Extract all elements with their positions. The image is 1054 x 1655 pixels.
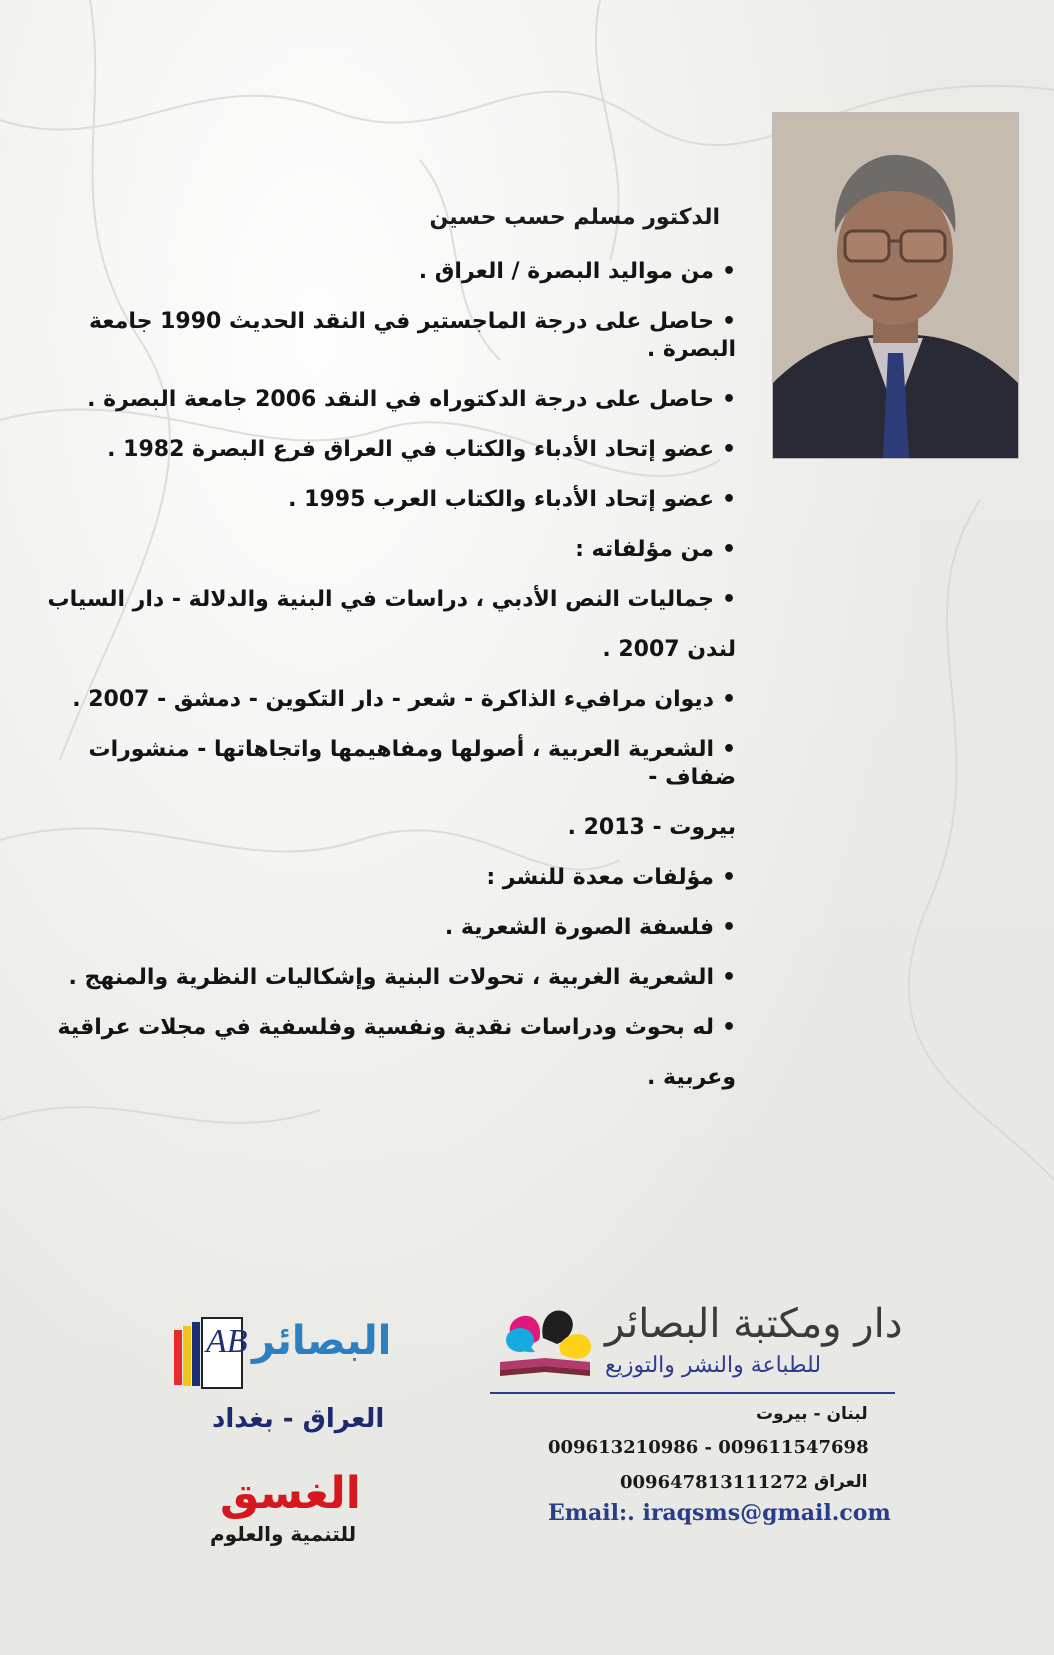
ab-letters: AB — [206, 1323, 248, 1360]
lebanon-label: لبنان - بيروت — [756, 1404, 868, 1424]
bio-item: •ديوان مرافيء الذاكرة - شعر - دار التكوين - دمشق - 2007 . — [72, 687, 736, 712]
bio-item: •الشعرية العربية ، أصولها ومفاهيمها واتجاهاتها - منشورات ضفاف - بيروت - 2013 . — [88, 737, 736, 840]
publisher-subtitle: للطباعة والنشر والتوزيع — [605, 1353, 822, 1378]
bio-item: •له بحوث ودراسات نقدية ونفسية وفلسفية في مجلات عراقية وعربية . — [57, 1015, 736, 1090]
bio-item: •حاصل على درجة الماجستير في النقد الحديث 1990 جامعة البصرة . — [88, 309, 736, 362]
bio-item: •من مؤلفاته : — [575, 537, 736, 562]
bio-item: •فلسفة الصورة الشعرية . — [444, 915, 736, 940]
author-photo — [773, 113, 1018, 458]
bio-list — [36, 258, 736, 1114]
publisher-email[interactable]: Email:. iraqsms@gmail.com — [548, 1500, 891, 1526]
publisher-divider — [490, 1392, 895, 1394]
ghasaq-subtitle: للتنمية والعلوم — [210, 1522, 357, 1546]
bio-item: •الشعرية الغربية ، تحولات البنية وإشكاليات النظرية والمنهج . — [68, 965, 736, 990]
bio-item: •مؤلفات معدة للنشر : — [486, 865, 736, 890]
publisher-logo-icon — [495, 1300, 600, 1390]
bio-item: •عضو إتحاد الأدباء والكتاب في العراق فرع البصرة 1982 . — [107, 437, 736, 462]
bio-item: •من مواليد البصرة / العراق . — [418, 259, 736, 284]
partner-logo-name: البصائر — [252, 1318, 392, 1364]
bio-item: •عضو إتحاد الأدباء والكتاب العرب 1995 . — [288, 487, 736, 512]
iraq-label: العراق — [814, 1472, 868, 1492]
publisher-name: دار ومكتبة البصائر — [605, 1301, 903, 1347]
author-name: الدكتور مسلم حسب حسين — [429, 205, 720, 230]
bio-item: •حاصل على درجة الدكتوراه في النقد 2006 جامعة البصرة . — [87, 387, 736, 412]
partner-location: العراق - بغداد — [212, 1404, 385, 1434]
bio-item: •جماليات النص الأدبي ، دراسات في البنية والدلالة - دار السياب لندن 2007 . — [47, 587, 736, 662]
ghasaq-logo: الغسق — [220, 1468, 361, 1519]
iraq-phone: 009647813111272 — [620, 1472, 808, 1493]
ab-books-icon — [172, 1300, 252, 1395]
lebanon-phones: 009613210986 - 009611547698 — [548, 1437, 869, 1458]
